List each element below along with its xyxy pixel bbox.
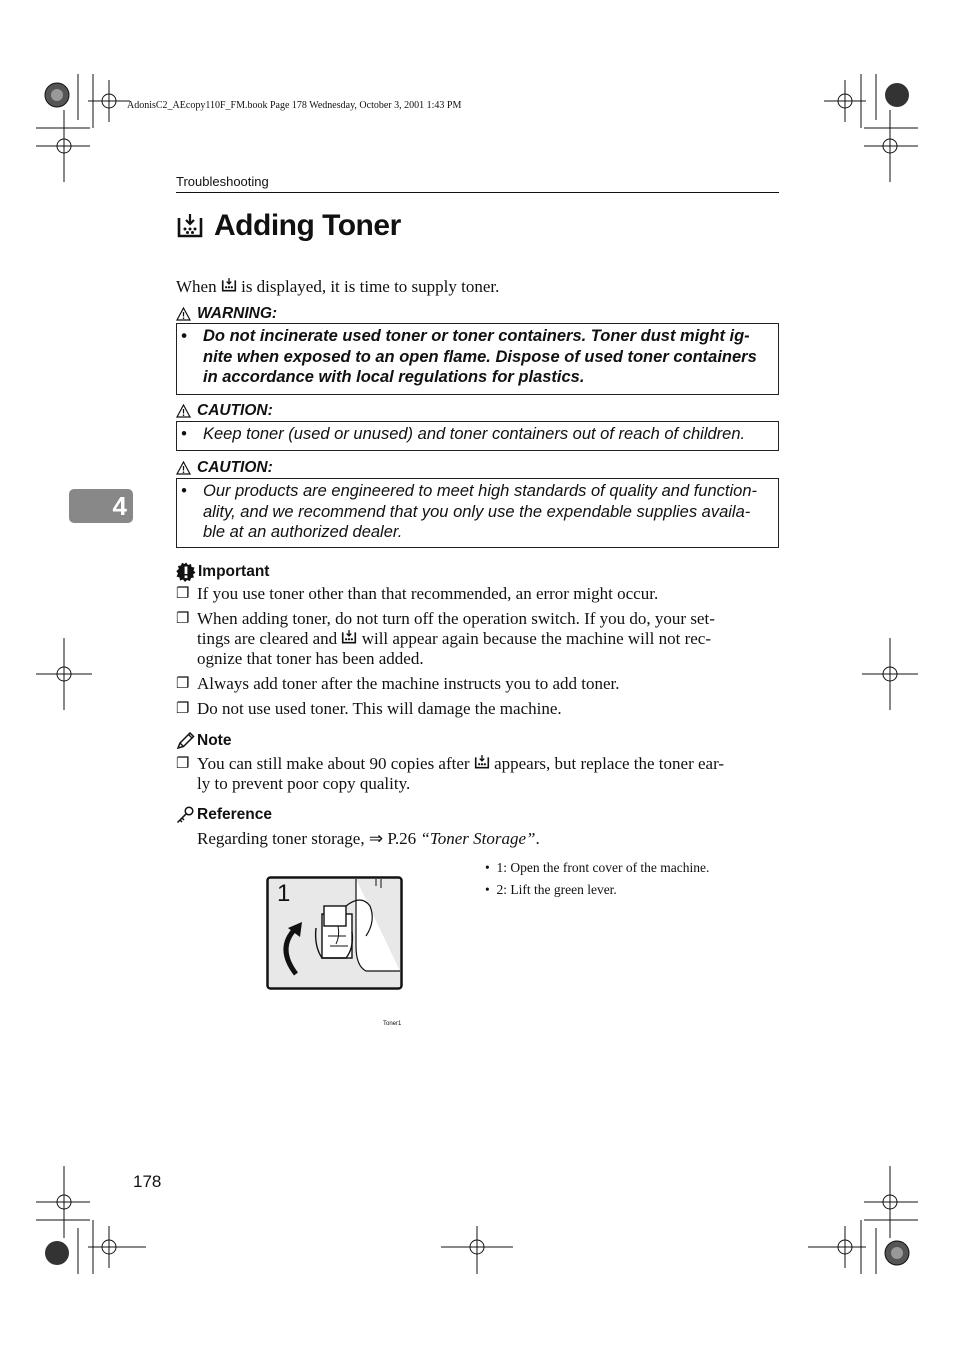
warning-label [176,305,277,323]
important-item-part: will appear again because the machine will not rec- [361,629,711,648]
page-title-text: Adding Toner [214,209,401,242]
page-title [176,209,401,243]
header-rule [176,192,779,193]
caution-text [177,422,778,451]
intro-after: is displayed, it is time to supply toner. [241,277,500,296]
important-item-text [197,629,779,649]
important-item-text: If you use toner other than that recommended, an error might occur. [197,584,659,603]
important-item-text: Do not use used toner. This will damage the machine. [197,699,562,718]
important-item-part: tings are cleared and [197,629,338,648]
page-number: 178 [133,1172,162,1191]
reference-prefix: Regarding toner storage, ⇒ P.26 [197,829,417,848]
caution-line: ble at an authorized dealer. [203,523,403,541]
bullet-icon: • [485,860,490,875]
checkbox-icon: ❐ [176,676,190,692]
note-item-part: You can still make about 90 copies after [197,754,470,773]
step-item [485,882,617,898]
caution-label [176,459,273,477]
caution-label-text: CAUTION: [197,402,273,419]
figure-caption: Toner1 [383,1021,402,1027]
important-item-text: When adding toner, do not turn off the operation switch. If you do, your set- [197,609,715,628]
intro-text [176,277,499,297]
important-icon [176,562,196,582]
warning-line: nite when exposed to an open flame. Dispose of used toner containers [203,347,757,366]
important-item [176,609,779,669]
caution-line: Our products are engineered to meet high standards of quality and function- [203,482,758,500]
caution-triangle-icon [176,404,191,418]
chapter-tab: 4 [69,489,133,523]
important-item [176,584,779,604]
important-item [176,699,779,719]
intro-before: When [176,277,217,296]
important-item-text: ognize that toner has been added. [197,649,424,668]
caution-line: ality, and we recommend that you only use the expendable supplies availa- [203,502,751,521]
warning-box [176,323,779,395]
step-item [485,860,709,876]
note-item-part: appears, but replace the toner ear- [494,754,725,773]
checkbox-icon: ❐ [176,586,190,602]
reference-heading [176,806,272,824]
caution-triangle-icon [176,461,191,475]
figure-step-number: 1 [277,880,291,907]
important-item [176,674,779,694]
checkbox-icon: ❐ [176,701,190,717]
reference-link[interactable]: “Toner Storage” [420,829,536,848]
caution-label-text: CAUTION: [197,459,273,476]
reference-text [197,829,540,849]
add-toner-icon [176,212,204,240]
reference-heading-text: Reference [197,806,272,823]
step-text: 1: Open the front cover of the machine. [496,860,710,875]
caution-line: Keep toner (used or unused) and toner containers out of reach of children. [203,425,746,443]
important-heading [176,562,269,582]
note-heading [176,732,231,750]
warning-text [177,324,778,394]
key-icon [176,806,195,824]
caution-label [176,402,273,420]
checkbox-icon: ❐ [176,611,190,627]
checkbox-icon: ❐ [176,756,190,772]
caution-text [177,479,778,549]
print-header: AdonisC2_AEcopy110F_FM.book Page 178 Wednesday, October 3, 2001 1:43 PM [127,100,462,111]
important-heading-text: Important [198,563,270,580]
important-item-text: Always add toner after the machine instructs you to add toner. [197,674,620,693]
note-item-text [197,754,779,774]
toner-figure [266,876,403,990]
warning-line: in accordance with local regulations for plastics. [203,368,585,386]
add-toner-icon [221,277,237,293]
pencil-icon [176,732,195,750]
bullet-icon: • [181,327,187,345]
note-item [176,754,779,794]
bullet-icon: • [181,482,187,500]
reference-suffix: . [535,829,540,848]
running-head: Troubleshooting [176,174,269,189]
note-item-text: ly to prevent poor copy quality. [197,774,411,793]
add-toner-icon [341,629,357,645]
warning-triangle-icon [176,307,191,321]
bullet-icon: • [181,425,187,443]
bullet-icon: • [485,882,490,897]
add-toner-icon [474,754,490,770]
caution-box [176,478,779,548]
caution-box [176,421,779,451]
step-text: 2: Lift the green lever. [496,882,617,897]
warning-line: Do not incinerate used toner or toner containers. Toner dust might ig- [203,327,750,345]
note-heading-text: Note [197,732,232,749]
warning-label-text: WARNING: [197,305,278,322]
